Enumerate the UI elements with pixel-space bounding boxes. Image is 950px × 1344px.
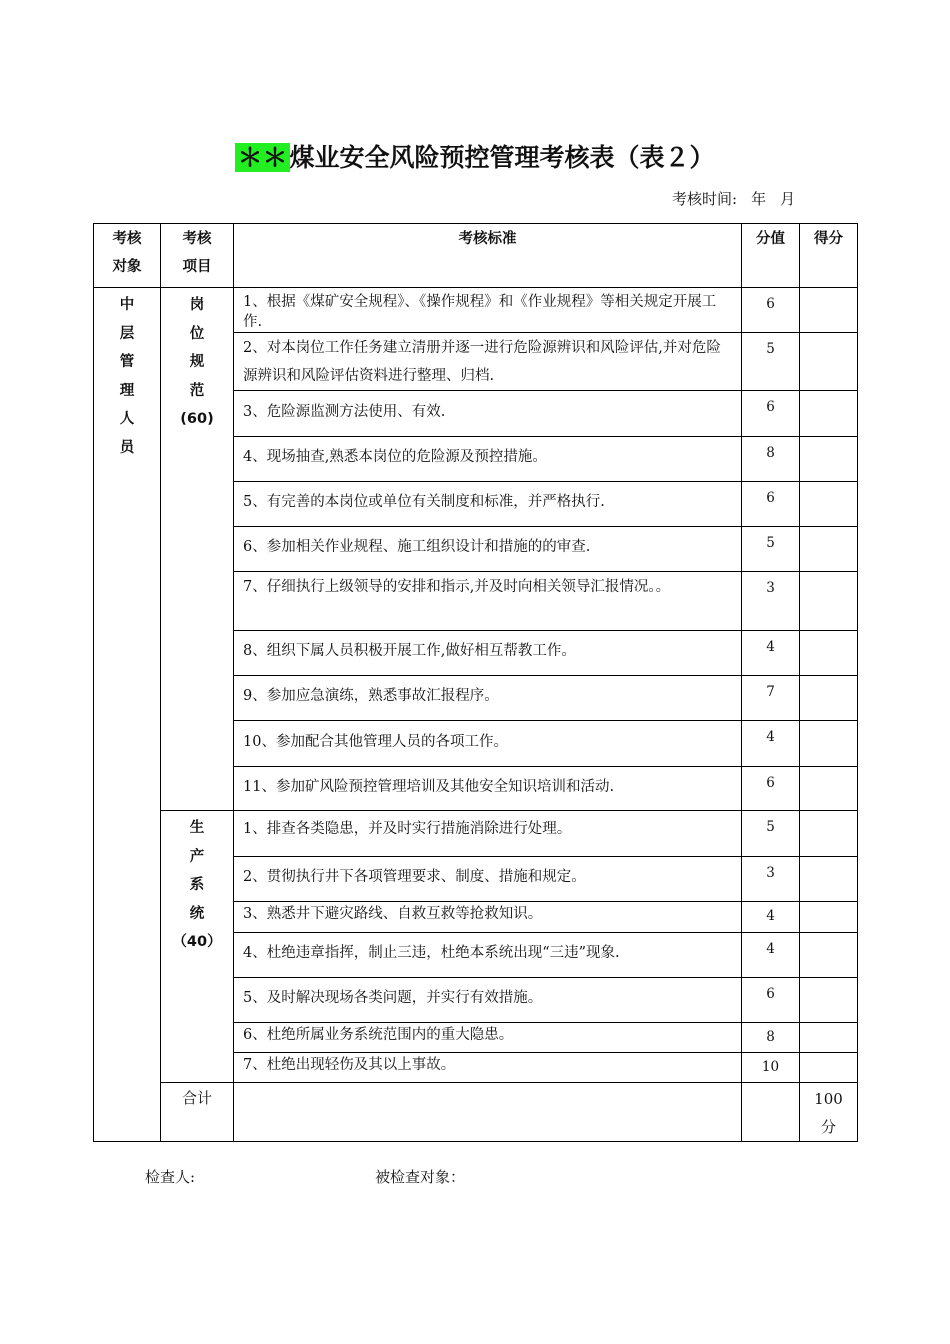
page-title bbox=[0, 138, 950, 174]
criterion-text: 9、参加应急演练，熟悉事故汇报程序。 bbox=[234, 676, 742, 721]
points-value: 6 bbox=[742, 482, 800, 527]
criterion-text: 1、根据《煤矿安全规程》、《操作规程》和《作业规程》等相关规定开展工作. bbox=[234, 288, 742, 333]
exam-time-label: 考核时间: bbox=[672, 190, 738, 208]
points-value: 7 bbox=[742, 676, 800, 721]
criterion-text: 3、危险源监测方法使用、有效. bbox=[234, 391, 742, 437]
points-value: 8 bbox=[742, 1023, 800, 1053]
total-label: 合计 bbox=[161, 1083, 234, 1142]
header-points: 分值 bbox=[742, 224, 800, 288]
score-cell[interactable] bbox=[800, 721, 858, 767]
score-cell[interactable] bbox=[800, 978, 858, 1023]
inspected-label: 被检查对象： bbox=[375, 1168, 466, 1186]
points-value: 10 bbox=[742, 1053, 800, 1083]
header-item: 考核 项目 bbox=[161, 224, 234, 288]
criterion-text: 2、贯彻执行井下各项管理要求、制度、措施和规定。 bbox=[234, 857, 742, 902]
score-cell[interactable] bbox=[800, 572, 858, 631]
score-cell[interactable] bbox=[800, 631, 858, 676]
exam-time bbox=[672, 188, 809, 209]
criterion-text: 2、对本岗位工作任务建立清册并逐一进行危险源辨识和风险评估,并对危险源辨识和风险评估资料进行整理、归档. bbox=[234, 333, 742, 391]
criterion-text: 3、熟悉井下避灾路线、自救互救等抢救知识。 bbox=[234, 902, 742, 933]
exam-time-month: 月 bbox=[780, 190, 796, 208]
criterion-text: 7、杜绝出现轻伤及其以上事故。 bbox=[234, 1053, 742, 1083]
points-value: 6 bbox=[742, 978, 800, 1023]
score-cell[interactable] bbox=[800, 333, 858, 391]
points-value: 3 bbox=[742, 572, 800, 631]
header-target: 考核 对象 bbox=[94, 224, 161, 288]
criterion-text: 10、参加配合其他管理人员的各项工作。 bbox=[234, 721, 742, 767]
title-text: 煤业安全风险预控管理考核表（表２） bbox=[289, 143, 715, 172]
criterion-text: 8、组织下属人员积极开展工作,做好相互帮教工作。 bbox=[234, 631, 742, 676]
points-value: 4 bbox=[742, 631, 800, 676]
score-cell[interactable] bbox=[800, 288, 858, 333]
points-value: 5 bbox=[742, 811, 800, 857]
points-value: 4 bbox=[742, 721, 800, 767]
criterion-text: 11、参加矿风险预控管理培训及其他安全知识培训和活动. bbox=[234, 767, 742, 811]
points-value: 6 bbox=[742, 288, 800, 333]
criterion-text: 6、杜绝所属业务系统范围内的重大隐患。 bbox=[234, 1023, 742, 1053]
score-cell[interactable] bbox=[800, 437, 858, 482]
criterion-text: 4、现场抽查,熟悉本岗位的危险源及预控措施。 bbox=[234, 437, 742, 482]
total-row bbox=[94, 1083, 858, 1142]
criterion-text: 4、杜绝违章指挥，制止三违，杜绝本系统出现“三违”现象. bbox=[234, 933, 742, 978]
target-cell: 中 层 管 理 人 员 bbox=[94, 288, 161, 1142]
points-value: 5 bbox=[742, 527, 800, 572]
score-cell[interactable] bbox=[800, 676, 858, 721]
assessment-table bbox=[93, 223, 858, 1142]
header-standard: 考核标准 bbox=[234, 224, 742, 288]
points-value: 3 bbox=[742, 857, 800, 902]
score-cell[interactable] bbox=[800, 1053, 858, 1083]
score-cell[interactable] bbox=[800, 811, 858, 857]
score-cell[interactable] bbox=[800, 902, 858, 933]
score-cell[interactable] bbox=[800, 391, 858, 437]
title-highlight-mark: ＊＊ bbox=[237, 143, 288, 172]
points-value: 4 bbox=[742, 933, 800, 978]
table-row bbox=[94, 288, 858, 333]
score-cell[interactable] bbox=[800, 933, 858, 978]
table-row bbox=[94, 811, 858, 857]
criterion-text: 7、仔细执行上级领导的安排和指示,并及时向相关领导汇报情况。。 bbox=[234, 572, 742, 631]
score-cell[interactable] bbox=[800, 857, 858, 902]
header-row bbox=[94, 224, 858, 288]
total-item-cell bbox=[234, 1083, 742, 1142]
exam-time-year: 年 bbox=[751, 190, 767, 208]
points-value: 5 bbox=[742, 333, 800, 391]
points-value: 6 bbox=[742, 767, 800, 811]
points-value: 6 bbox=[742, 391, 800, 437]
group1-label: 岗 位 规 范 (60) bbox=[161, 288, 234, 811]
score-cell[interactable] bbox=[800, 482, 858, 527]
total-standard-cell bbox=[742, 1083, 800, 1142]
score-cell[interactable] bbox=[800, 527, 858, 572]
score-cell[interactable] bbox=[800, 767, 858, 811]
criterion-text: 5、及时解决现场各类问题，并实行有效措施。 bbox=[234, 978, 742, 1023]
points-value: 4 bbox=[742, 902, 800, 933]
criterion-text: 5、有完善的本岗位或单位有关制度和标准，并严格执行. bbox=[234, 482, 742, 527]
criterion-text: 6、参加相关作业规程、施工组织设计和措施的的审查. bbox=[234, 527, 742, 572]
group2-label: 生 产 系 统 （40） bbox=[161, 811, 234, 1083]
points-value: 8 bbox=[742, 437, 800, 482]
criterion-text: 1、排查各类隐患，并及时实行措施消除进行处理。 bbox=[234, 811, 742, 857]
inspector-label: 检查人: bbox=[145, 1168, 196, 1186]
header-score: 得分 bbox=[800, 224, 858, 288]
total-points: 100 分 bbox=[800, 1083, 858, 1142]
score-cell[interactable] bbox=[800, 1023, 858, 1053]
